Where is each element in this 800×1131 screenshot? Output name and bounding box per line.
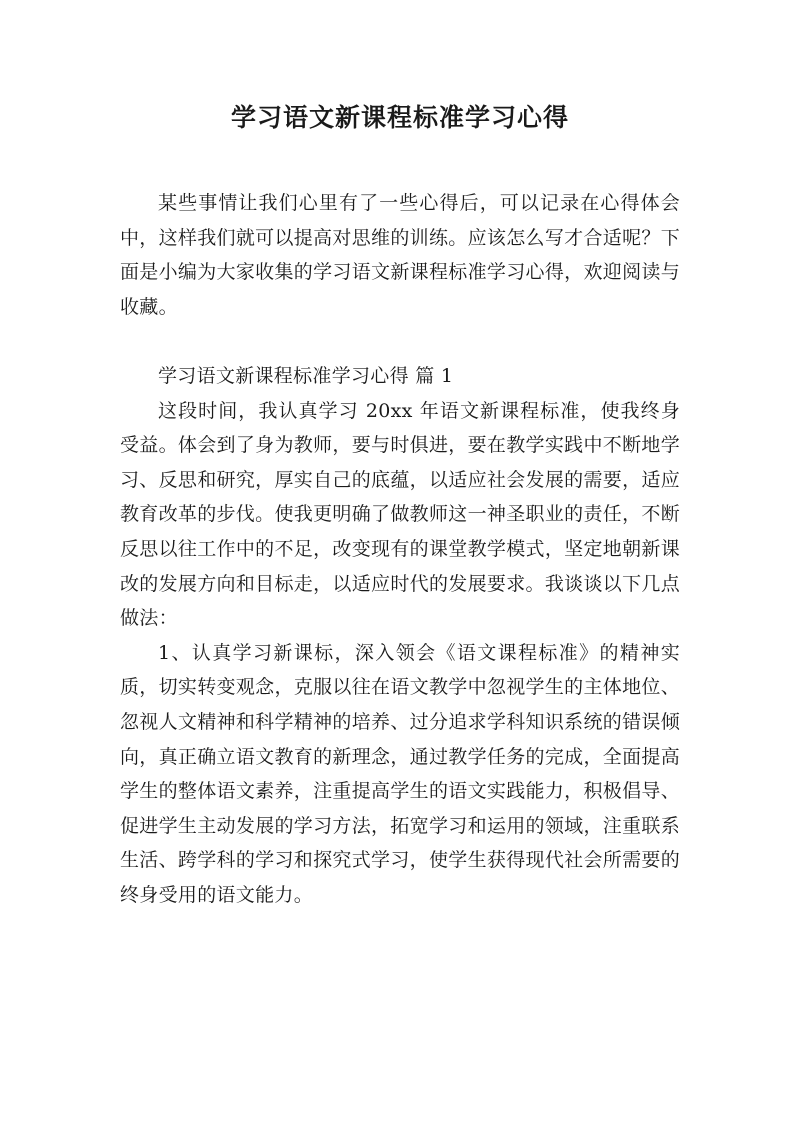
paragraph-spacer <box>120 324 680 359</box>
section-heading: 学习语文新课程标准学习心得 篇 1 <box>158 364 454 387</box>
document-body <box>120 186 680 912</box>
body-paragraph-2: 1、认真学习新课标，深入领会《语文课程标准》的精神实质，切实转变观念，克服以往在语文教学中忽视学生的主体地位、忽视人文精神和科学精神的培养、过分追求学科知识系统的错误倾向，真正确立语文教育的新理念，通过教学任务的完成，全面提高学生的整体语文素养，注重提高学生的语文实践能力，积极倡导、促进学生主动发展的学习方法，拓宽学习和运用的领域，注重联系生活、跨学科的学习和探究式学习，使学生获得现代社会所需要的终身受用的语文能力。 <box>120 641 680 906</box>
page-title: 学习语文新课程标准学习心得 <box>230 103 569 132</box>
intro-paragraph: 某些事情让我们心里有了一些心得后，可以记录在心得体会中，这样我们就可以提高对思维的训练。应该怎么写才合适呢？下面是小编为大家收集的学习语文新课程标准学习心得，欢迎阅读与收藏。 <box>120 192 680 318</box>
body-paragraph-1: 这段时间，我认真学习 20xx 年语文新课程标准，使我终身受益。体会到了身为教师，要与时俱进，要在教学实践中不断地学习、反思和研究，厚实自己的底蕴，以适应社会发展的需要，适应教育改革的步伐。使我更明确了做教师这一神圣职业的责任，不断反思以往工作中的不足，改变现有的课堂教学模式，坚定地朝新课改的发展方向和目标走，以适应时代的发展要求。我谈谈以下几点做法： <box>120 399 680 630</box>
